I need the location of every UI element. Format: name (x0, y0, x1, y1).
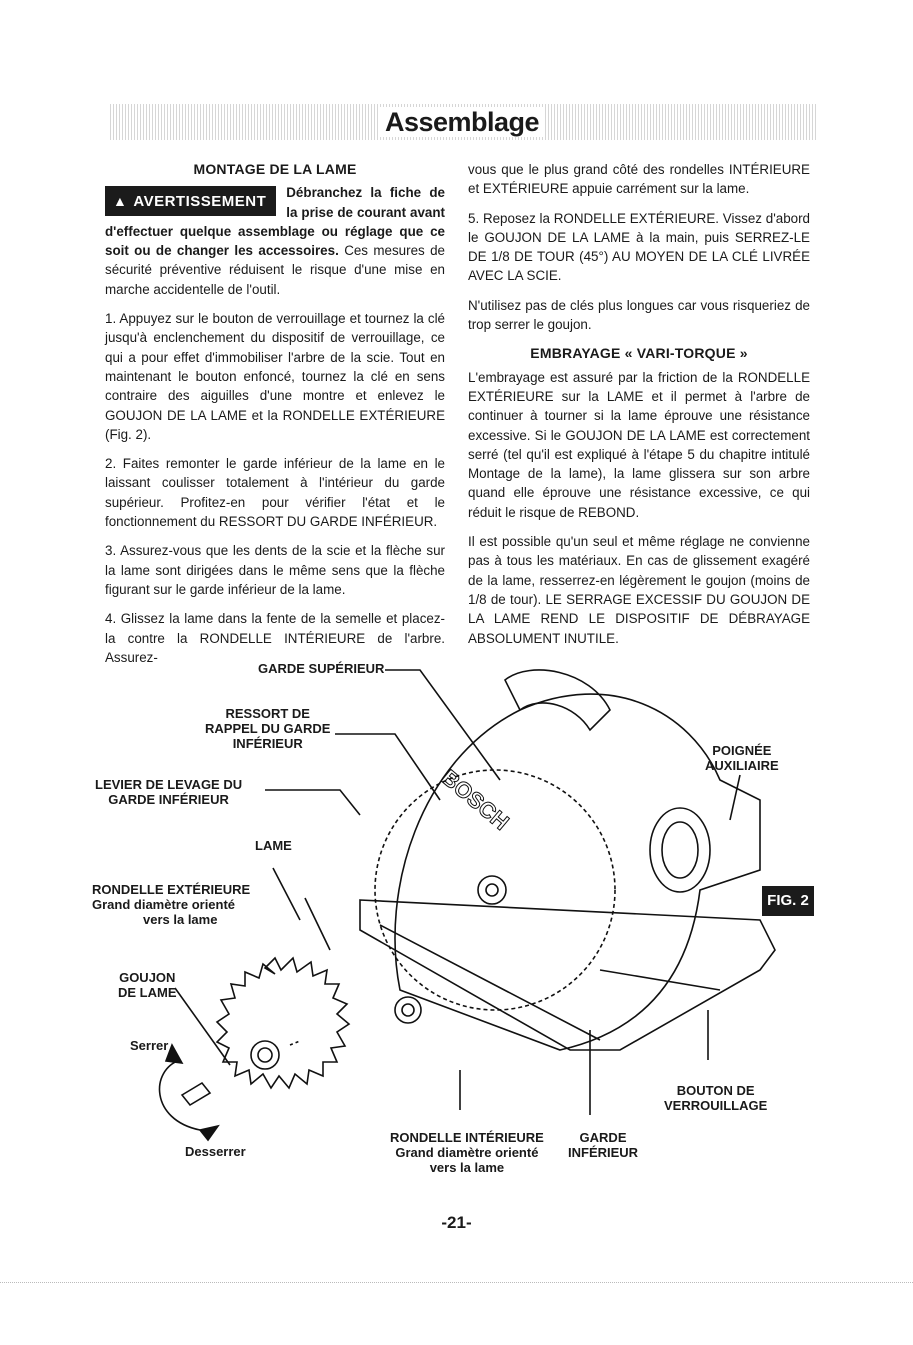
section-heading-clutch: EMBRAYAGE « VARI-TORQUE » (530, 345, 748, 362)
warning-body-text: Ces mesures de sécurité préventive réduisent le risque d'une mise en marche accidentelle de l'outil. (105, 243, 445, 297)
step-2: 2. Faites remonter le garde inférieur de la lame en le laissant coulisser totalement à l'intérieur du garde supérieur. Profitez-en pour vérifier l'état et le fonctionnement du RESSORT DU GARDE INFÉRIEUR. (105, 456, 445, 530)
label-blade: LAME (255, 838, 292, 853)
rotation-arrow-icon (160, 1060, 200, 1130)
label-blade-screw: GOUJON DE LAME (118, 970, 177, 1000)
aux-handle-outline (650, 808, 710, 892)
outer-washer-outline (251, 1041, 279, 1069)
label-upper-guard: GARDE SUPÉRIEUR (258, 661, 385, 676)
inner-washer-outline (395, 997, 421, 1023)
figure-badge: FIG. 2 (762, 886, 814, 916)
right-column (468, 160, 810, 658)
step-1: 1. Appuyez sur le bouton de verrouillage et tournez la clé jusqu'à enclenchement du dispositif de verrouillage, ce qui a pour effet d'immobiliser l'arbre de la scie. Tout en maintenant le bouton enfoncé, tournez la clé en sens contraire des aiguilles d'une montre et enlevez le GOUJON DE LA LAME et la RONDELLE EXTÉRIEURE (Fig. 2). (105, 311, 445, 442)
clutch-paragraph-2: Il est possible qu'un seul et même réglage ne convienne pas à tous les matériaux. En cas de glissement exagéré de la lame, resserrez-en légèrement le goujon (moins de 1/8 de tour). LE SERRAGE EXCESSIF DU GOUJON DE LA LAME REND LE DISPOSITIF DE DÉBRAYAGE ABSOLUMENT INUTILE. (468, 534, 810, 646)
warning-triangle-icon: ▲ (113, 193, 128, 210)
label-inner-washer: RONDELLE INTÉRIEURE Grand diamètre orienté vers la lame (390, 1130, 544, 1175)
trim-line (0, 1282, 913, 1283)
label-lower-guard: GARDE INFÉRIEUR (568, 1130, 639, 1160)
brand-logo: BOSCH (436, 764, 514, 835)
label-aux-handle: POIGNÉE AUXILIAIRE (705, 743, 779, 773)
warning-bold-text: Débranchez la fiche de la prise de courant avant d'effectuer quelque assemblage ou réglage que ce soit ou de changer les accessoires. (105, 185, 445, 259)
shoe-plate-outline (360, 900, 775, 1050)
arbor-hub (478, 876, 506, 904)
label-lower-guard-lever: LEVIER DE LEVAGE DU GARDE INFÉRIEUR (95, 777, 243, 807)
step-4: 4. Glissez la lame dans la fente de la semelle et placez-la contre la RONDELLE INTÉRIEURE de l'arbre. Assurez- (105, 611, 445, 665)
label-lock-button: BOUTON DE VERROUILLAGE (664, 1083, 768, 1113)
section-heading-blade-mounting: MONTAGE DE LA LAME (193, 161, 357, 177)
label-loosen: Desserrer (185, 1144, 246, 1159)
warning-block (105, 183, 445, 309)
blade-screw-outline (182, 1083, 210, 1105)
warning-label: ▲ AVERTISSEMENT (105, 186, 276, 216)
left-column (105, 160, 445, 677)
label-outer-washer: RONDELLE EXTÉRIEURE Grand diamètre orienté vers la lame (92, 882, 251, 927)
page-number: -21- (441, 1213, 472, 1232)
rear-handle-outline (505, 670, 610, 730)
clutch-paragraph-1: L'embrayage est assuré par la friction de la RONDELLE EXTÉRIEURE sur la LAME et il permet à l'arbre de continuer à tourner si la lame éprouve une résistance excessive. Si le GOUJON DE LA LAME est correctement serré (tel qu'il est expliqué à l'étape 5 du chapitre intitulé Montage de la lame), la lame glissera sur son arbre quand elle éprouve une résistance excessive, ce qui réduit le risque de REBOND. (468, 369, 810, 520)
step-4-continued: vous que le plus grand côté des rondelles INTÉRIEURE et EXTÉRIEURE appuie carrément sur la lame. (468, 162, 810, 197)
label-lower-guard-spring: RESSORT DE RAPPEL DU GARDE INFÉRIEUR (205, 706, 331, 751)
step-5: 5. Reposez la RONDELLE EXTÉRIEURE. Vissez d'abord le GOUJON DE LA LAME à la main, puis SERREZ-LE DE 1/8 DE TOUR (45°) AU MOYEN DE LA CLÉ LIVRÉE AVEC LA SCIE. (468, 210, 810, 284)
page-title: Assemblage (108, 104, 816, 140)
label-tighten: Serrer (130, 1038, 169, 1053)
step-3: 3. Assurez-vous que les dents de la scie et la flèche sur la lame sont dirigées dans le même sens que la flèche figurant sur le garde inférieur de la lame. (105, 543, 445, 597)
loose-blade-outline (217, 958, 349, 1088)
wrench-note: N'utilisez pas de clés plus longues car vous risqueriez de trop serrer le goujon. (468, 297, 810, 333)
figure-2 (0, 650, 913, 1175)
title-bar (108, 104, 816, 140)
